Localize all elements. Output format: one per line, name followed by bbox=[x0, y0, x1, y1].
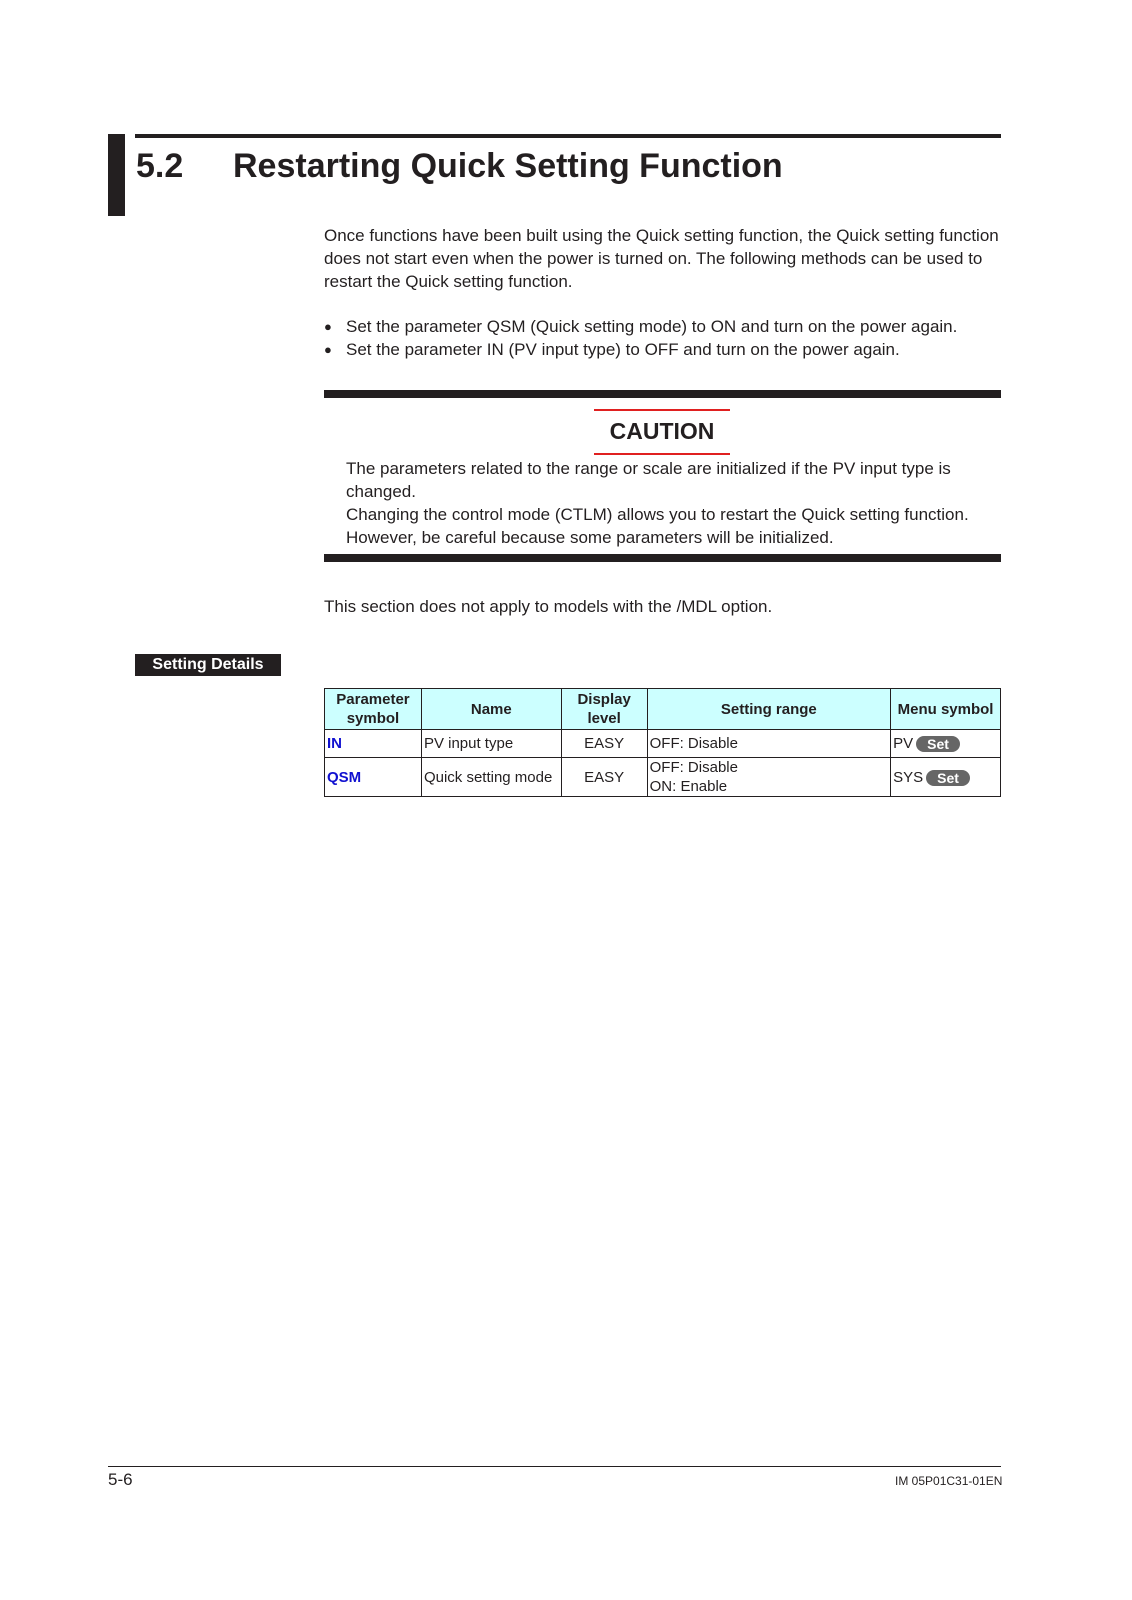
param-symbol: QSM bbox=[325, 758, 422, 797]
heading-rule bbox=[135, 134, 1001, 138]
param-symbol: IN bbox=[325, 730, 422, 758]
list-item-text: Set the parameter IN (PV input type) to OFF and turn on the power again. bbox=[346, 340, 900, 359]
table-row bbox=[325, 730, 1001, 758]
footer-rule bbox=[108, 1466, 1001, 1467]
section-title: Restarting Quick Setting Function bbox=[233, 147, 783, 185]
section-number: 5.2 bbox=[136, 147, 184, 185]
param-display-level: EASY bbox=[561, 730, 647, 758]
param-display-level: EASY bbox=[561, 758, 647, 797]
caution-title: CAUTION bbox=[609, 418, 715, 444]
set-key-icon: Set bbox=[926, 770, 970, 786]
range-line: OFF: Disable bbox=[649, 759, 738, 776]
param-menu-symbol bbox=[891, 730, 1001, 758]
caution-line: The parameters related to the range or scale are initialized if the PV input type is changed. bbox=[346, 459, 951, 501]
table-row bbox=[325, 758, 1001, 797]
bullet-icon: ● bbox=[324, 342, 332, 357]
set-key-icon: Set bbox=[916, 736, 960, 752]
list-item-text: Set the parameter QSM (Quick setting mode) to ON and turn on the power again. bbox=[346, 317, 958, 336]
range-line: ON: Enable bbox=[649, 778, 728, 795]
parameter-table bbox=[324, 688, 1001, 797]
section-side-bar bbox=[108, 134, 125, 216]
bullet-icon: ● bbox=[324, 319, 332, 334]
header-text: level bbox=[587, 710, 621, 727]
caution-text bbox=[346, 457, 996, 549]
menu-symbol-text: PV bbox=[893, 735, 914, 752]
setting-details-label: Setting Details bbox=[135, 654, 281, 676]
page-number: 5-6 bbox=[108, 1470, 133, 1489]
header-display-level bbox=[561, 689, 647, 730]
caution-heading-box bbox=[594, 409, 730, 455]
header-parameter-symbol bbox=[325, 689, 422, 730]
menu-symbol-text: SYS bbox=[893, 768, 924, 786]
list-item bbox=[324, 338, 1004, 361]
intro-paragraph: Once functions have been built using the Quick setting function, the Quick setting function does not start even when the power is turned on. The following methods can be used to restart the Quick setting function. bbox=[324, 226, 999, 291]
method-list bbox=[324, 315, 1004, 361]
header-text: symbol bbox=[346, 710, 400, 727]
range-line: OFF: Disable bbox=[649, 735, 738, 752]
mdl-note: This section does not apply to models with the /MDL option. bbox=[324, 597, 773, 616]
list-item bbox=[324, 315, 1004, 338]
caution-line: However, be careful because some parameters will be initialized. bbox=[346, 528, 834, 547]
document-id: IM 05P01C31-01EN bbox=[895, 1474, 1003, 1488]
header-name: Name bbox=[421, 689, 561, 730]
caution-bottom-rule bbox=[324, 554, 1001, 562]
caution-line: Changing the control mode (CTLM) allows you to restart the Quick setting function. bbox=[346, 505, 969, 524]
header-setting-range: Setting range bbox=[647, 689, 891, 730]
header-menu-symbol: Menu symbol bbox=[891, 689, 1001, 730]
param-name: PV input type bbox=[421, 730, 561, 758]
header-text: Parameter bbox=[336, 691, 410, 708]
param-menu-symbol bbox=[891, 758, 1001, 797]
header-text: Display bbox=[577, 691, 631, 708]
caution-top-rule bbox=[324, 390, 1001, 398]
param-name: Quick setting mode bbox=[421, 758, 561, 797]
param-setting-range bbox=[647, 730, 891, 758]
table-header-row bbox=[325, 689, 1001, 730]
param-setting-range bbox=[647, 758, 891, 797]
